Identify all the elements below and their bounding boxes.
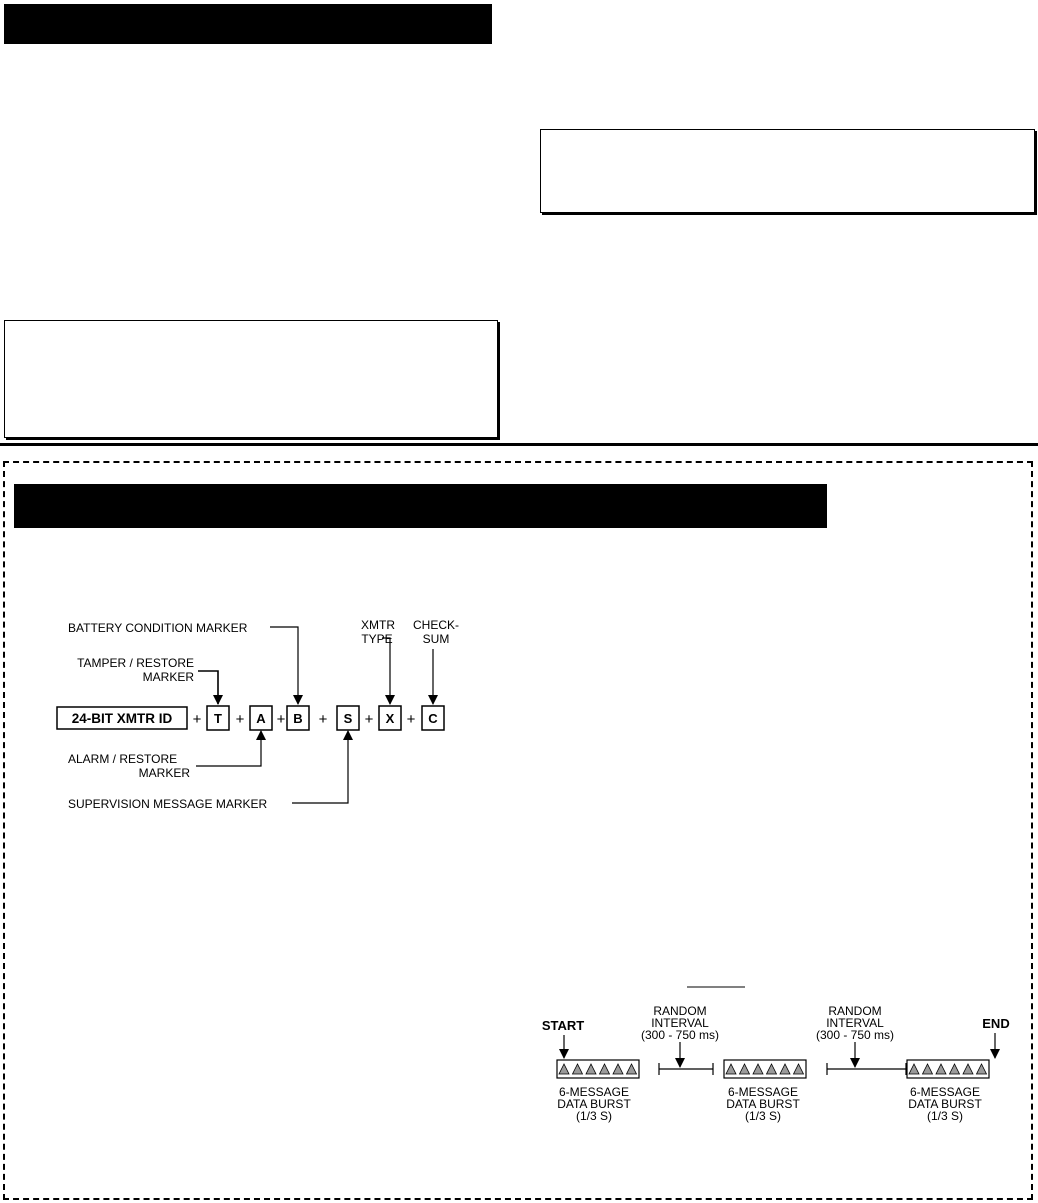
tamper-restore-label-1: TAMPER / RESTORE xyxy=(77,656,194,670)
data-burst-box xyxy=(557,1060,639,1078)
data-burst-box xyxy=(724,1060,806,1078)
interval-label-line-2: INTERVAL xyxy=(651,1016,709,1030)
burst-label-line-1: 6-MESSAGE xyxy=(909,1085,981,1099)
burst-label-line-1: 6-MESSAGE xyxy=(727,1085,799,1099)
note-box-right xyxy=(540,129,1035,213)
interval-label-line-1: RANDOM xyxy=(828,1004,882,1018)
plus-sign: + xyxy=(406,711,416,728)
plus-sign: + xyxy=(276,711,286,728)
horizontal-rule xyxy=(0,443,1038,446)
supervision-message-label: SUPERVISION MESSAGE MARKER xyxy=(68,797,268,811)
plus-sign: + xyxy=(235,711,245,728)
data-burst-box xyxy=(907,1060,989,1078)
section-heading-bar-top xyxy=(4,4,492,44)
burst-label-line-2: DATA BURST xyxy=(557,1097,631,1111)
message-format-diagram xyxy=(0,600,520,830)
alarm-restore-label-1: ALARM / RESTORE xyxy=(68,752,178,766)
field-letter-x: X xyxy=(385,711,395,726)
battery-condition-label: BATTERY CONDITION MARKER xyxy=(68,621,248,635)
tamper-restore-label-2: MARKER xyxy=(142,670,194,684)
checksum-label-2: SUM xyxy=(422,632,450,646)
burst-label-line-2: DATA BURST xyxy=(726,1097,800,1111)
burst-label-line-3: (1/3 S) xyxy=(575,1109,613,1123)
burst-label-line-3: (1/3 S) xyxy=(926,1109,964,1123)
note-box-left xyxy=(4,320,498,438)
interval-label-line-2: INTERVAL xyxy=(826,1016,884,1030)
xmtr-type-label-1: XMTR xyxy=(361,618,395,632)
transmission-timing-diagram xyxy=(520,975,1020,1140)
checksum-label-1: CHECK- xyxy=(412,618,460,632)
field-letter-t: T xyxy=(214,711,222,726)
alarm-leader xyxy=(196,731,261,766)
field-letter-c: C xyxy=(428,711,438,726)
burst-label-line-1: 6-MESSAGE xyxy=(558,1085,630,1099)
xmtr-id-text: 24-BIT XMTR ID xyxy=(71,711,173,726)
xmtr-type-leader xyxy=(382,638,390,704)
field-letter-a: A xyxy=(256,711,266,726)
tamper-leader xyxy=(198,671,218,704)
field-letter-b: B xyxy=(293,711,303,726)
plus-sign: + xyxy=(318,711,328,728)
plus-sign: + xyxy=(192,711,202,728)
xmtr-type-label-2: TYPE xyxy=(361,632,393,646)
supervision-leader xyxy=(292,731,348,803)
alarm-restore-label-2: MARKER xyxy=(138,766,190,780)
burst-label-line-2: DATA BURST xyxy=(908,1097,982,1111)
interval-label-line-3: (300 - 750 ms) xyxy=(815,1028,895,1042)
burst-label-line-3: (1/3 S) xyxy=(744,1109,782,1123)
section-heading-bar-bottom xyxy=(14,484,827,528)
field-letter-s: S xyxy=(343,711,353,726)
battery-leader xyxy=(270,627,298,704)
start-label: START xyxy=(541,1018,585,1033)
interval-label-line-3: (300 - 750 ms) xyxy=(640,1028,720,1042)
end-label: END xyxy=(982,1016,1010,1031)
plus-sign: + xyxy=(364,711,374,728)
interval-label-line-1: RANDOM xyxy=(653,1004,707,1018)
